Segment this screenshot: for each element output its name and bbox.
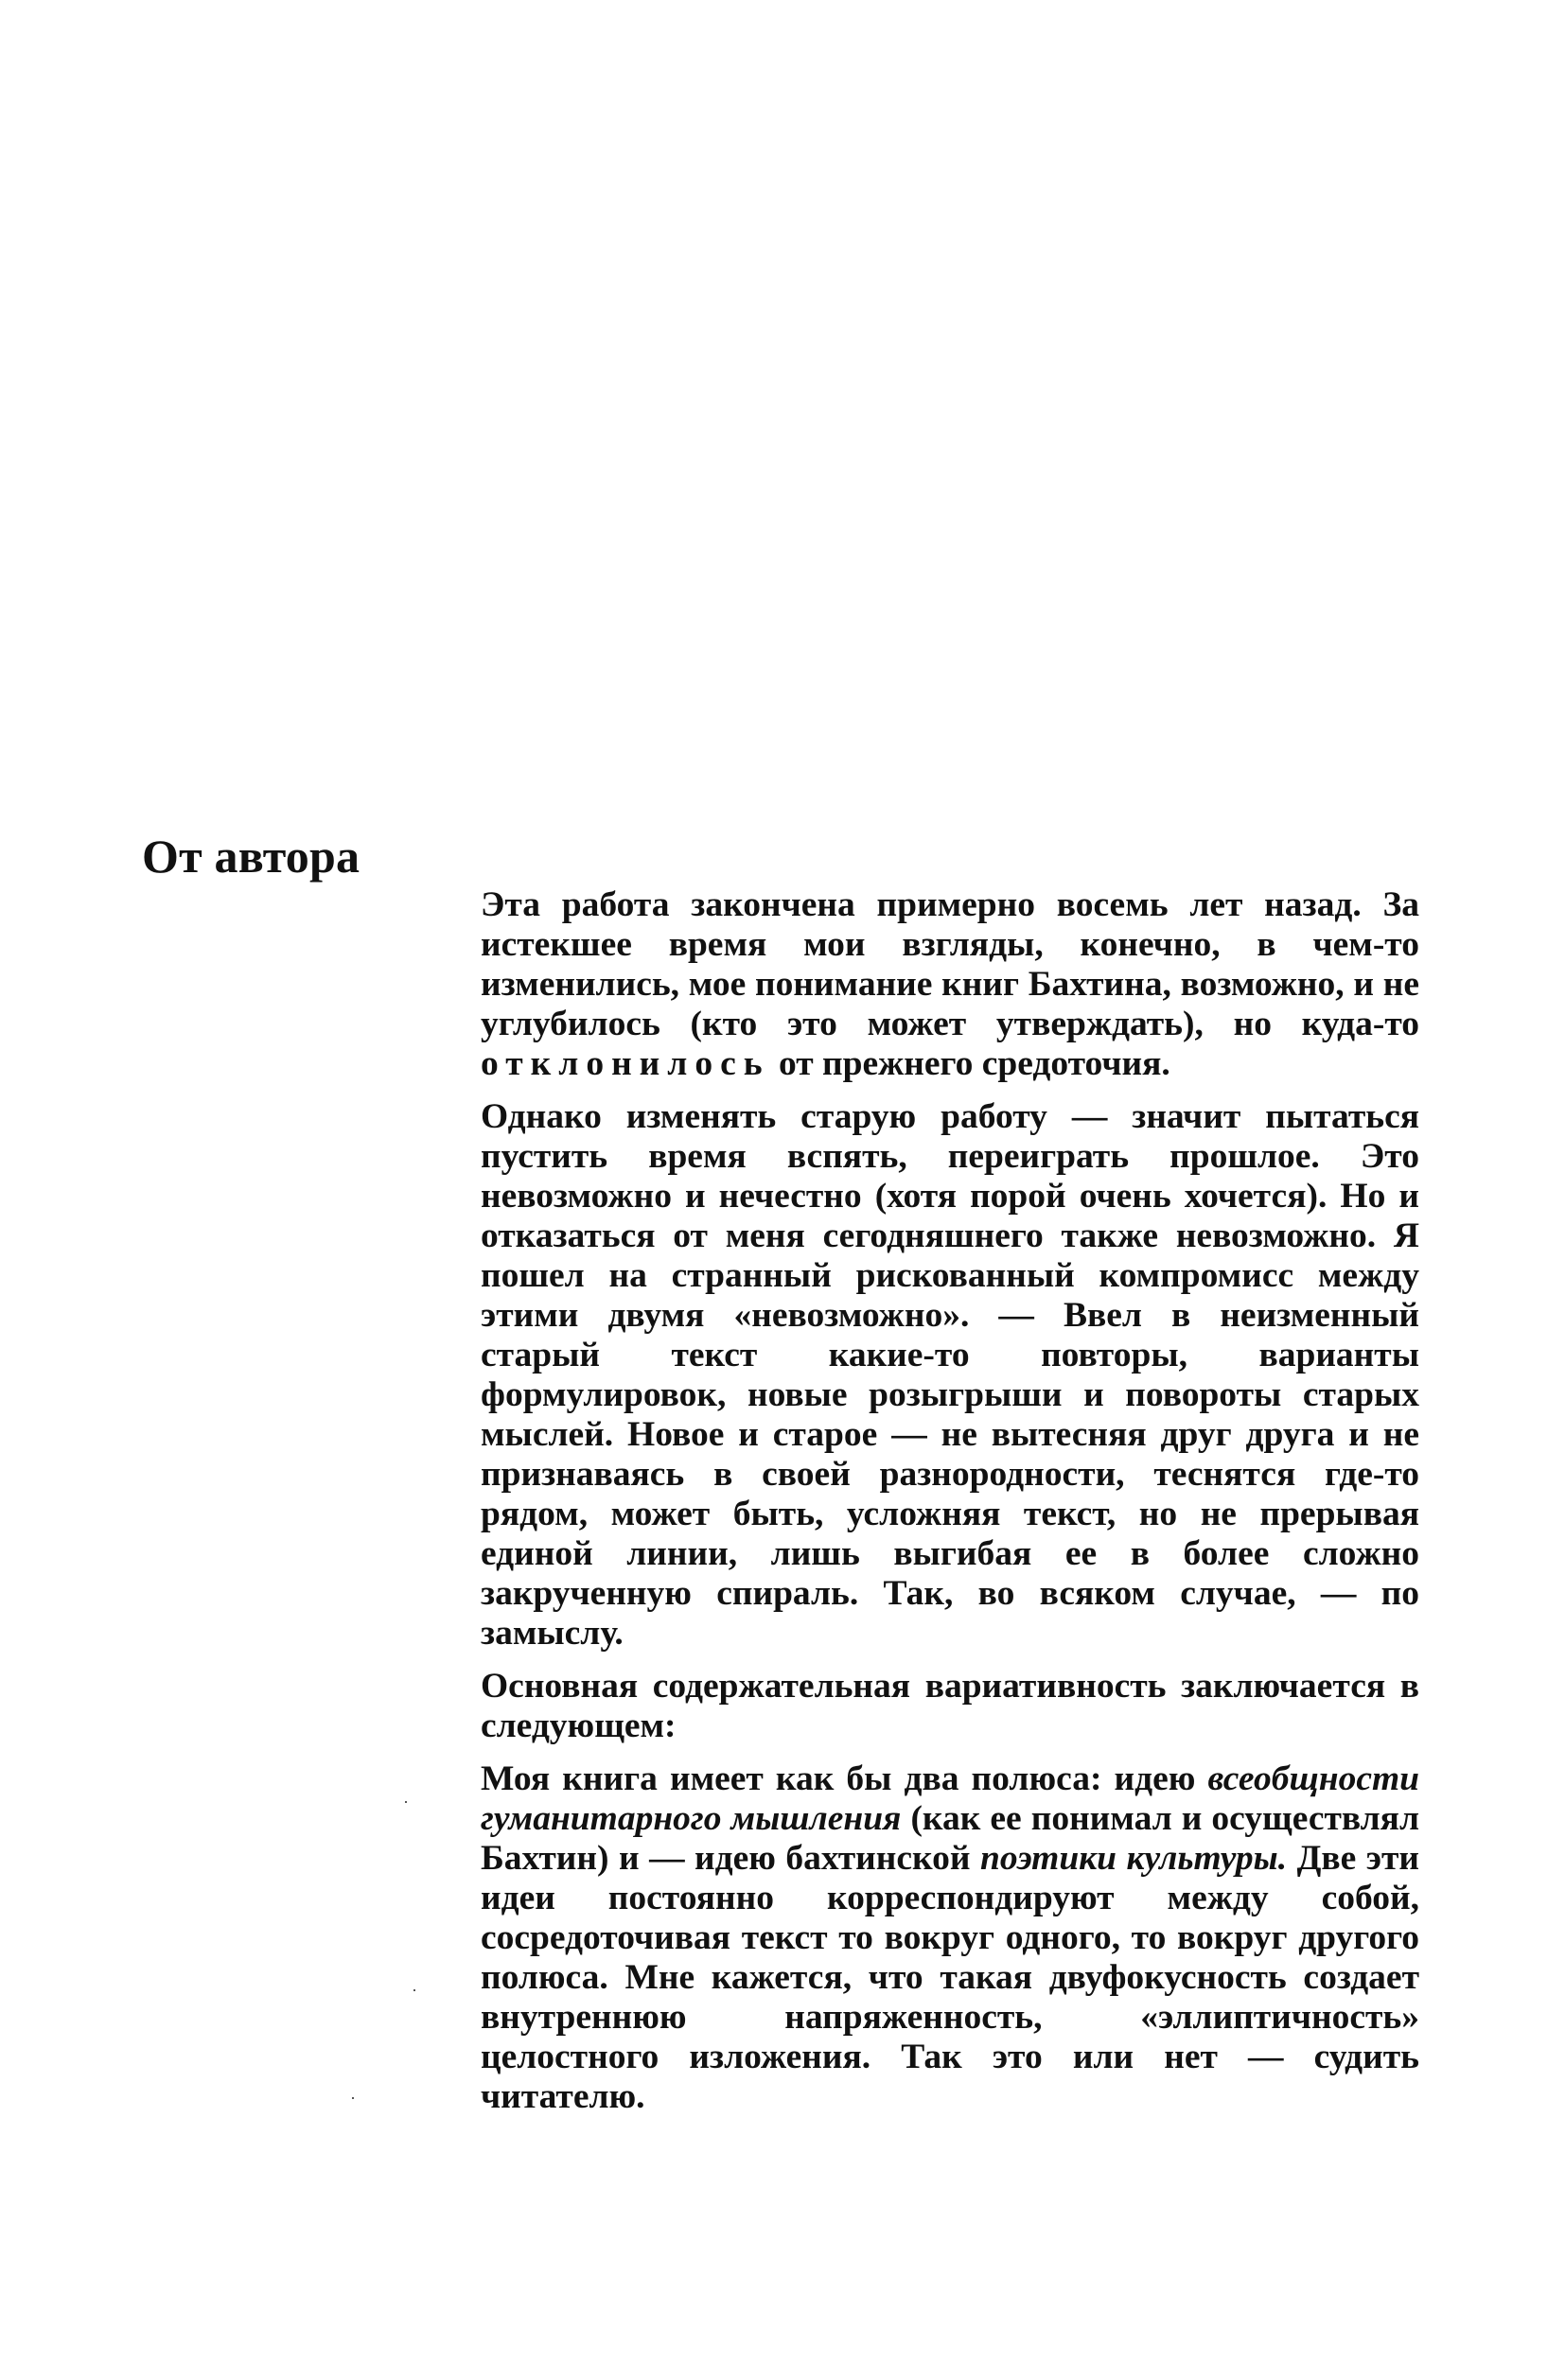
paragraph-3: Основная содержательная вариативность заключается в следующем: bbox=[481, 1667, 1419, 1745]
scan-speck bbox=[352, 2097, 354, 2099]
body-text bbox=[481, 885, 1419, 2130]
paragraph-1-spaced-word: отклонилось bbox=[481, 1044, 770, 1083]
paragraph-4-part-b: (как ее понимал и осуществлял Бахтин) и — идею бахтинской bbox=[481, 1799, 1420, 1878]
paragraph-1-part-b: от прежнего средоточия. bbox=[769, 1044, 1170, 1083]
paragraph-4-emphasis-2: поэтики культуры. bbox=[979, 1839, 1288, 1878]
section-heading: От автора bbox=[142, 830, 360, 883]
paragraph-1-part-a: Эта работа закончена примерно восемь лет назад. За истекшее время мои взгляды, конечно, в чем-то изменились, мое понимание книг Бахтина, возможно, и не углубилось (кто это может утверждать), но куда-то bbox=[481, 885, 1419, 1043]
paragraph-4 bbox=[481, 1759, 1419, 2117]
paragraph-4-part-c: Две эти идеи постоянно корреспондируют между собой, сосредоточивая текст то вокруг одного, то вокруг другого полюса. Мне кажется, что такая двуфокусность создает внутреннюю напряженность, «эллиптичность» целостного изложения. Так это или нет — судить читателю. bbox=[481, 1839, 1419, 2116]
scan-speck bbox=[405, 1801, 407, 1803]
paragraph-4-part-a: Моя книга имеет как бы два полюса: идею bbox=[481, 1759, 1208, 1798]
paragraph-2: Однако изменять старую работу — значит пытаться пустить время вспять, переиграть прошлое. Это невозможно и нечестно (хотя порой очень хочется). Но и отказаться от меня сегодняшнего также невозможно. Я пошел на странный рискованный компромисс между этими двумя «невозможно». — Ввел в неизменный старый текст какие-то повторы, варианты формулировок, новые розыгрыши и повороты старых мыслей. Новое и старое — не вытесняя друг друга и не признаваясь в своей разнородности, теснятся где-то рядом, может быть, усложняя текст, но не прерывая единой линии, лишь выгибая ее в более сложно закрученную спираль. Так, во всяком случае, — по замыслу. bbox=[481, 1097, 1419, 1653]
scan-speck bbox=[413, 1989, 415, 1991]
paragraph-4-emphasis-1: всеобщности гуманитарного мышления bbox=[481, 1759, 1419, 1838]
paragraph-1 bbox=[481, 885, 1419, 1084]
